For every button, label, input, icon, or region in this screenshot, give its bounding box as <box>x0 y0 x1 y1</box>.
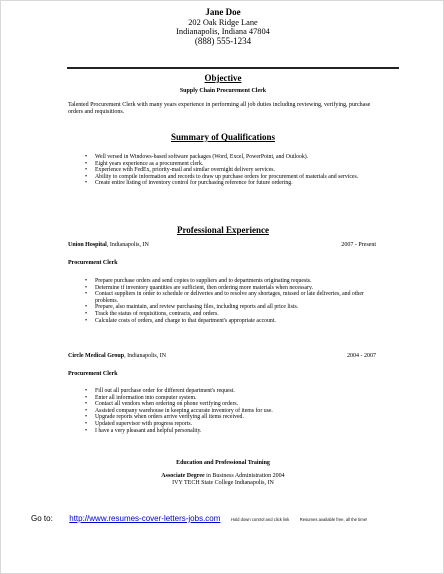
job-duties-list <box>85 278 385 324</box>
ctrl-click-note: Hold down control and click link <box>230 517 290 522</box>
list-item: • Eight years experience as a procurement clerk. <box>85 161 385 168</box>
job-header <box>68 242 376 248</box>
list-item: • Well versed in Windows-based software packages (Word, Excel, PowerPoint, and Outlook). <box>85 154 385 161</box>
list-item: • Determine if inventory quantities are sufficient, then ordering more materials when necessary. <box>85 285 385 292</box>
list-item: • Calculate costs of orders, and charge to that department's appropriate account. <box>85 318 385 325</box>
list-item: • Assisted company warehouse in keeping accurate inventory of items for use. <box>85 408 385 415</box>
list-item: • Upgrade reports when orders arrive verifying all items received. <box>85 414 385 421</box>
list-item: • I have a very pleasant and helpful personality. <box>85 428 385 435</box>
list-item: • Prepare, also maintain, and review purchasing files, including reports and all price lists. <box>85 304 385 311</box>
list-item: • Experience with FedEx, priority-mail and similar overnight delivery services. <box>85 167 385 174</box>
phone-number: (888) 555-1234 <box>194 35 252 46</box>
footer-bar <box>31 508 441 526</box>
header-divider <box>67 67 399 69</box>
qualifications-list <box>85 154 385 187</box>
list-item: • Contact suppliers in order to schedule or deliveries and to resolve any shortages, missed or late deliveries, and other problems. <box>85 291 385 304</box>
candidate-name: Jane Doe <box>205 7 241 17</box>
city-state-zip: Indianapolis, Indiana 47804 <box>176 27 270 37</box>
website-link[interactable]: http://www.resumes-cover-letters-jobs.com <box>69 514 221 523</box>
company-name: Union Hospital <box>68 242 107 248</box>
free-resumes-note: Resumes available free, all the time! <box>299 517 368 522</box>
company-name: Circle Medical Group <box>68 353 125 359</box>
list-item: • Updated supervisor with progress reports. <box>85 421 385 428</box>
list-item: • Enter all information into computer system. <box>85 395 385 402</box>
degree-line <box>1 473 444 480</box>
job-dates: 2007 - Present <box>341 242 376 248</box>
qualifications-heading: Summary of Qualifications <box>170 132 275 142</box>
job-dates: 2004 - 2007 <box>347 353 376 359</box>
job-duties-list <box>85 388 385 434</box>
list-item: • Create entire listing of inventory control for purchasing reference for future ordering. <box>85 180 385 187</box>
goto-label: Go to: <box>31 514 53 523</box>
job-position: Procurement Clerk <box>68 260 118 266</box>
education-heading: Education and Professional Training <box>176 460 270 466</box>
school-name: IVY TECH State College Indianapolis, IN <box>172 480 274 487</box>
company-location: , Indianapolis, IN <box>124 353 167 359</box>
job-header <box>68 353 376 359</box>
contact-header <box>1 8 444 46</box>
experience-heading: Professional Experience <box>176 225 270 235</box>
company-location: , Indianapolis, IN <box>106 242 149 248</box>
street-address: 202 Oak Ridge Lane <box>188 17 258 27</box>
objective-text: Talented Procurement Clerk with many years experience in performing all job duties including reviewing, verifying, purchase orders and requisitions. <box>68 102 371 116</box>
degree-name: Associate Degree <box>161 473 205 479</box>
list-item: • Track the status of requisitions, contracts, and orders. <box>85 311 385 318</box>
list-item: • Contact all vendors when ordering on phone verifying orders. <box>85 401 385 408</box>
objective-heading: Objective <box>204 73 242 83</box>
objective-subtitle: Supply Chain Procurement Clerk <box>179 88 267 94</box>
degree-field: in Business Administration 2004 <box>204 473 285 479</box>
job-position: Procurement Clerk <box>68 371 118 377</box>
list-item: • Ability to compile information and records to draw up purchase orders for procurement of materials and services. <box>85 174 385 181</box>
list-item: • Fill out all purchase order for different department's request. <box>85 388 385 395</box>
education-details <box>1 473 444 488</box>
list-item: • Prepare purchase orders and send copies to suppliers and to departments originating requests. <box>85 278 385 285</box>
